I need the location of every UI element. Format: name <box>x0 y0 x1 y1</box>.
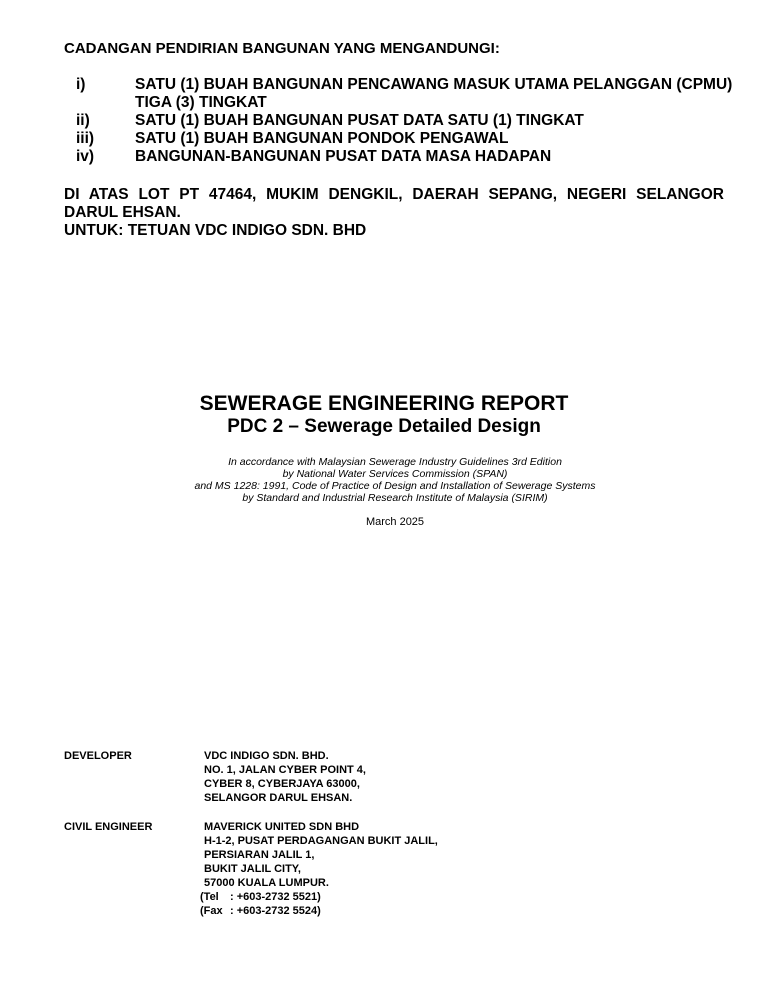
address-line: PERSIARAN JALIL 1, <box>204 849 315 861</box>
address-line: NO. 1, JALAN CYBER POINT 4, <box>204 764 366 776</box>
address-line: VDC INDIGO SDN. BHD. <box>204 750 329 762</box>
scope-item-number: ii) <box>76 112 90 129</box>
civil-engineer-label: CIVIL ENGINEER <box>64 821 153 833</box>
scope-item-text: SATU (1) BUAH BANGUNAN PUSAT DATA SATU (1) TINGKAT <box>135 112 584 129</box>
fax-label: (Fax <box>200 905 223 917</box>
civil-engineer-address <box>200 820 438 918</box>
scope-item-number: iv) <box>76 148 95 165</box>
scope-list <box>76 76 736 166</box>
civil-engineer-block <box>64 820 438 918</box>
client-line: UNTUK: TETUAN VDC INDIGO SDN. BHD <box>64 222 367 239</box>
telephone-line <box>200 890 438 904</box>
standards-statement <box>0 456 768 504</box>
developer-block <box>64 749 366 805</box>
report-date: March 2025 <box>365 516 425 528</box>
standards-line: by Standard and Industrial Research Institute of Malaysia (SIRIM) <box>242 492 548 504</box>
scope-item <box>76 148 736 166</box>
fax-line <box>200 904 438 918</box>
address-line: MAVERICK UNITED SDN BHD <box>204 821 360 833</box>
scope-item <box>76 76 736 112</box>
standards-line: and MS 1228: 1991, Code of Practice of Design and Installation of Sewerage Systems <box>194 480 596 492</box>
scope-item-text: SATU (1) BUAH BANGUNAN PONDOK PENGAWAL <box>135 130 509 147</box>
address-line: CYBER 8, CYBERJAYA 63000, <box>204 778 360 790</box>
telephone-label: (Tel <box>200 891 219 903</box>
scope-item-number: i) <box>76 76 86 93</box>
scope-item <box>76 112 736 130</box>
report-title: SEWERAGE ENGINEERING REPORT <box>199 392 569 415</box>
address-line: BUKIT JALIL CITY, <box>204 863 301 875</box>
address-line: H-1-2, PUSAT PERDAGANGAN BUKIT JALIL, <box>204 835 438 847</box>
scope-item-text: SATU (1) BUAH BANGUNAN PENCAWANG MASUK UTAMA PELANGGAN (CPMU) TIGA (3) TINGKAT <box>135 76 733 111</box>
location-block <box>64 186 724 240</box>
scope-item-text: BANGUNAN-BANGUNAN PUSAT DATA MASA HADAPAN <box>135 148 552 165</box>
standards-line: by National Water Services Commission (SPAN) <box>282 468 508 480</box>
location-text: DI ATAS LOT PT 47464, MUKIM DENGKIL, DAERAH SEPANG, NEGERI SELANGOR DARUL EHSAN. <box>64 186 724 221</box>
address-line: SELANGOR DARUL EHSAN. <box>204 792 353 804</box>
developer-address <box>204 749 366 805</box>
fax-number: : +603-2732 5524) <box>230 905 321 917</box>
standards-line: In accordance with Malaysian Sewerage Industry Guidelines 3rd Edition <box>228 456 562 468</box>
scope-item <box>76 130 736 148</box>
telephone-number: : +603-2732 5521) <box>230 891 321 903</box>
proposal-heading: CADANGAN PENDIRIAN BANGUNAN YANG MENGANDUNGI: <box>64 40 500 57</box>
scope-item-number: iii) <box>76 130 95 147</box>
developer-label: DEVELOPER <box>64 750 132 762</box>
report-subtitle: PDC 2 – Sewerage Detailed Design <box>227 416 541 437</box>
address-line: 57000 KUALA LUMPUR. <box>204 877 329 889</box>
